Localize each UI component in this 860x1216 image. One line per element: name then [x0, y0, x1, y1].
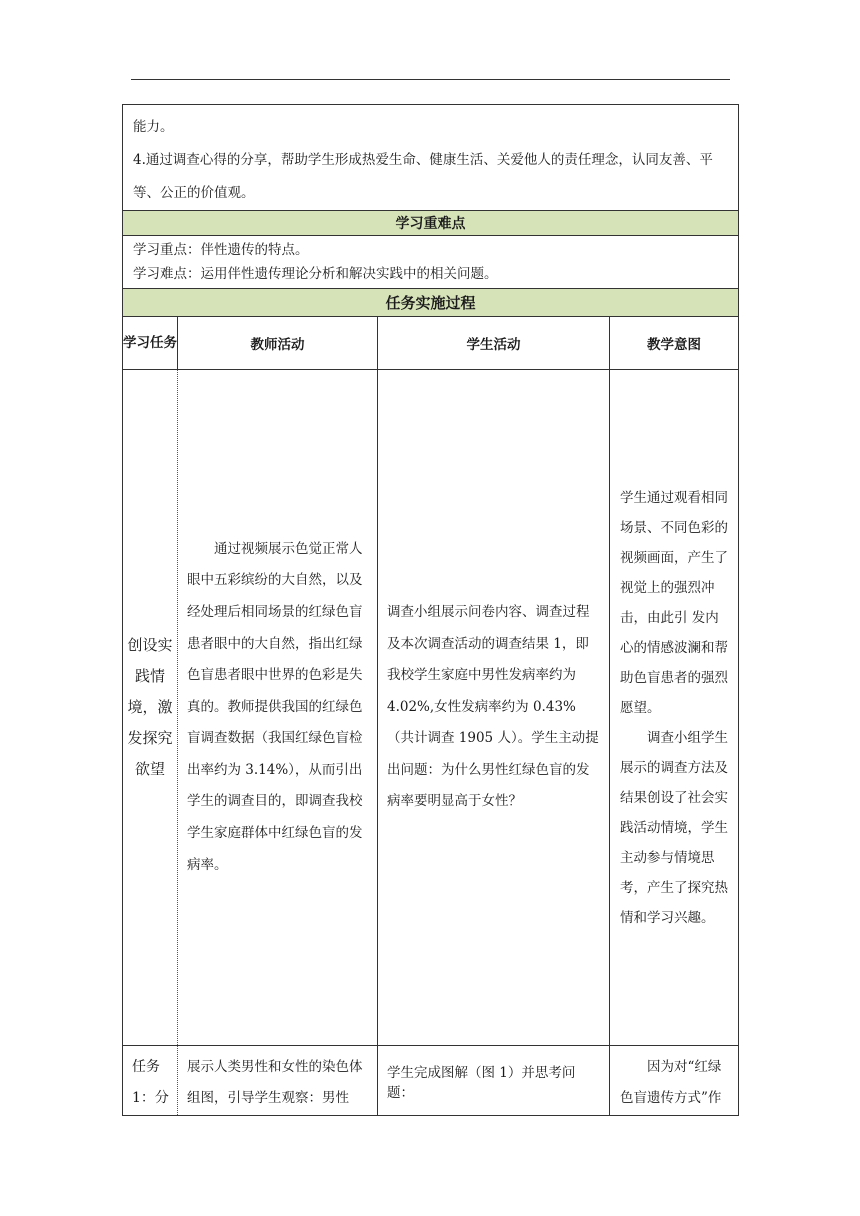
task-cell: 任务 1：分	[123, 1046, 178, 1116]
key-points-row	[123, 236, 739, 289]
teacher-activity-cell: 展示人类男性和女性的染色体组图，引导学生观察：男性	[178, 1046, 378, 1116]
student-activity-cell	[378, 370, 610, 1046]
process-heading-row	[123, 289, 739, 317]
key-points-cell	[123, 236, 739, 289]
col-header-teacher: 教师活动	[178, 317, 378, 370]
teaching-intent-text: 因为对“红绿色盲遗传方式”作	[620, 1059, 722, 1106]
intro-line-2: 4.通过调查心得的分享，帮助学生形成热爱生命、健康生活、关爱他人的责任理念，认同友善、平等、公正的价值观。	[133, 152, 713, 201]
teacher-activity-text: 通过视频展示色觉正常人眼中五彩缤纷的大自然，以及经处理后相同场景的红绿色盲患者眼中的大自然，指出红绿色盲患者眼中世界的色彩是失真的。教师提供我国的红绿色盲调查数据（我国红绿色盲检出率约为 3.14%），从而引出学生的调查目的，即调查我校学生家庭群体中红绿色盲的发病率。	[187, 540, 363, 873]
student-activity-text: 调查小组展示问卷内容、调查过程及本次调查活动的调查结果 1，即我校学生家庭中男性发病率约为 4.02%,女性发病率约为 0.43%（共计调查 1905 人）。学生主动提出问题：为什么男性红绿色盲的发病率要明显高于女性？	[387, 604, 599, 810]
teaching-intent-text-1: 学生通过观看相同场景、不同色彩的视频画面，产生了视觉上的强烈冲击，由此引 发内心的情感波澜和帮助色盲患者的强烈愿望。	[620, 489, 728, 716]
intro-line-1: 能力。	[133, 119, 174, 135]
lesson-plan-table	[122, 104, 739, 1116]
difficulty-text: 学习难点：运用伴性遗传理论分析和解决实践中的相关问题。	[133, 266, 498, 282]
key-points-heading-row	[123, 211, 739, 236]
table-row	[123, 1046, 739, 1116]
teaching-intent-text-2: 调查小组学生展示的调查方法及结果创设了社会实践活动情境，学生主动参与情境思考，产生了探究热情和学习兴趣。	[620, 729, 728, 926]
teacher-activity-cell	[178, 370, 378, 1046]
col-header-student: 学生活动	[378, 317, 610, 370]
intro-row	[123, 105, 739, 211]
column-header-row	[123, 317, 739, 370]
process-heading: 任务实施过程	[123, 289, 739, 317]
teaching-intent-cell	[610, 370, 739, 1046]
col-header-intent: 教学意图	[610, 317, 739, 370]
key-points-heading: 学习重难点	[123, 211, 739, 236]
focus-text: 学习重点：伴性遗传的特点。	[133, 242, 309, 258]
col-header-task: 学习任务	[123, 317, 178, 370]
intro-cell	[123, 105, 739, 211]
teaching-intent-cell	[610, 1046, 739, 1116]
table-row	[123, 370, 739, 1046]
header-rule	[131, 79, 730, 80]
student-activity-cell: 学生完成图解（图 1）并思考问题：	[378, 1046, 610, 1116]
task-cell: 创设实践情境，激发探究欲望	[123, 370, 178, 1046]
